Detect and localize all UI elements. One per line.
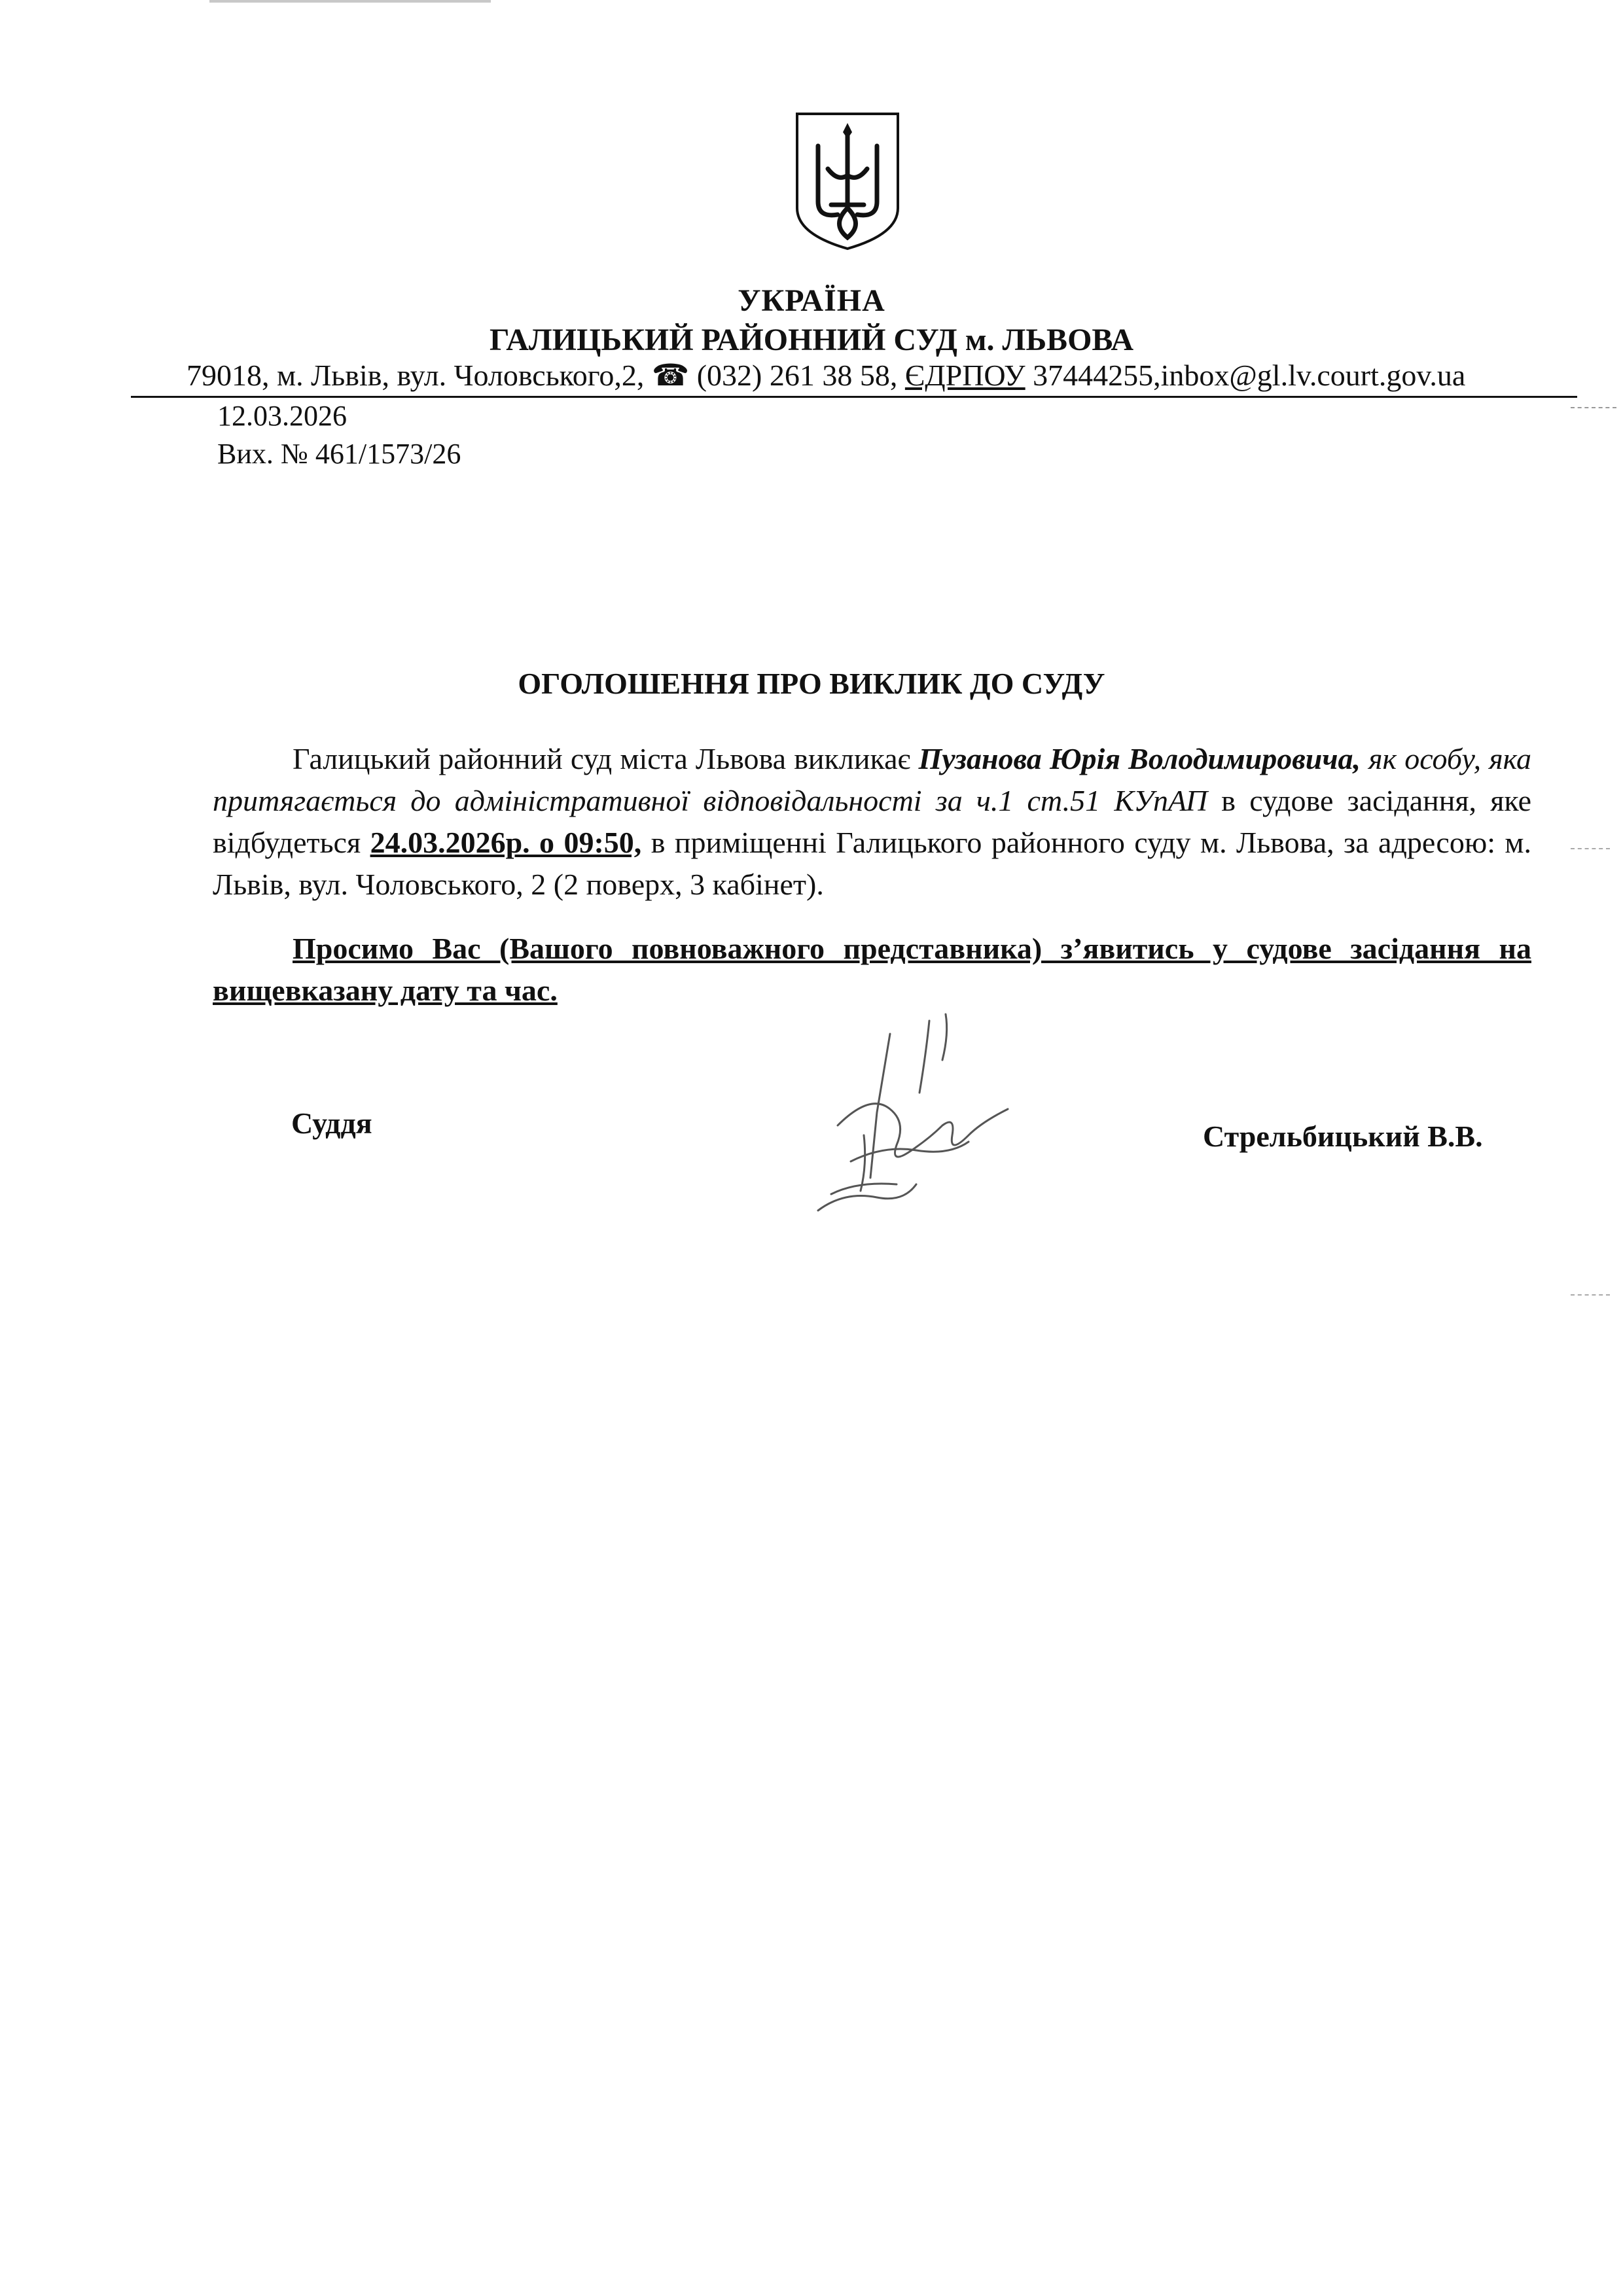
notice-paragraph bbox=[213, 738, 1531, 906]
scan-artifact bbox=[209, 0, 491, 3]
address-text: 79018, м. Львів, вул. Чоловського,2, bbox=[187, 359, 652, 392]
phone-number: (032) 261 38 58, bbox=[696, 359, 905, 392]
edrpou-label: ЄДРПОУ bbox=[904, 359, 1026, 392]
summoned-person-role: як особу, яка притягається до адміністративної відповідальності за ч.1 ст.51 КУпАП bbox=[213, 742, 1531, 817]
court-address bbox=[187, 357, 1465, 393]
outgoing-number: Вих. № 461/1573/26 bbox=[217, 438, 461, 470]
paragraph-intro: Галицький районний суд міста Львова викликає bbox=[293, 742, 919, 775]
summoned-person-name: Пузанова Юрія Володимировича, bbox=[918, 742, 1361, 775]
paragraph-middle: в судове засідання, яке відбудеться bbox=[213, 784, 1531, 859]
document-date: 12.03.2026 bbox=[217, 400, 347, 432]
coat-of-arms-icon bbox=[792, 110, 903, 253]
handwritten-signature bbox=[792, 995, 1027, 1230]
judge-name: Стрельбицький В.В. bbox=[1203, 1120, 1483, 1153]
scan-edge-mark bbox=[1571, 848, 1610, 849]
header-divider bbox=[131, 396, 1577, 398]
court-name-heading: ГАЛИЦЬКИЙ РАЙОННИЙ СУД м. ЛЬВОВА bbox=[489, 323, 1134, 357]
phone-icon: ☎ bbox=[651, 359, 697, 392]
header-divider-tail bbox=[1571, 407, 1616, 408]
hearing-datetime: 24.03.2026р. о 09:50, bbox=[370, 826, 642, 859]
appearance-request: Просимо Вас (Вашого повноважного представника) з’явитись у судове засідання на вищевказану дату та час. bbox=[213, 932, 1531, 1007]
signer-role: Суддя bbox=[291, 1106, 372, 1140]
scan-edge-mark bbox=[1571, 1294, 1610, 1296]
country-heading: УКРАЇНА bbox=[738, 283, 885, 318]
edrpou-email: 37444255,inbox@gl.lv.court.gov.ua bbox=[1025, 359, 1466, 392]
paragraph-end: в приміщенні Галицького районного суду м. Львова, за адресою: м. Львів, вул. Чоловського, 2 (2 поверх, 3 кабінет). bbox=[213, 826, 1531, 901]
notice-title: ОГОЛОШЕННЯ ПРО ВИКЛИК ДО СУДУ bbox=[518, 667, 1105, 700]
